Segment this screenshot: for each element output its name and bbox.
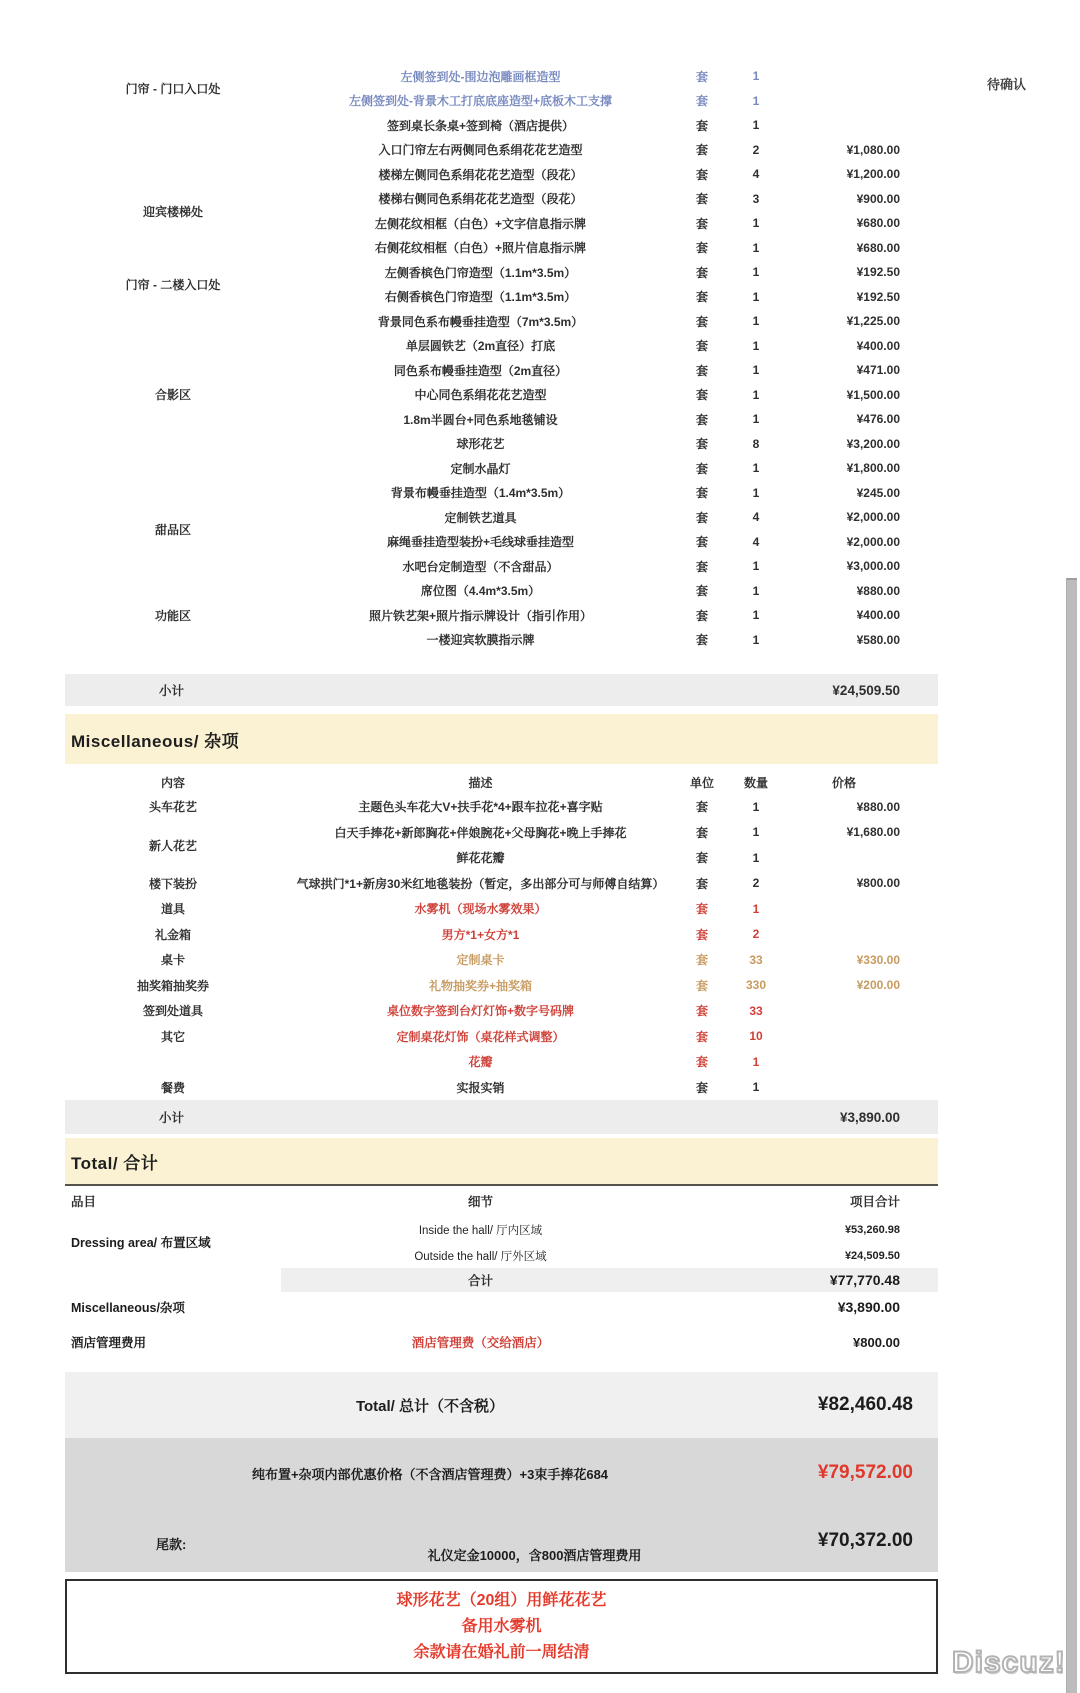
table-row [65,1049,938,1075]
item-unit: 套 [695,69,708,84]
item-qty: 1 [752,608,760,623]
header-detail: 细节 [467,1195,493,1209]
zone-label: 签到处道具 [142,1004,203,1019]
outside-hall-value: ¥24,509.50 [844,1249,900,1262]
item-description: 定制桌花灯饰（桌花样式调整） [396,1029,565,1044]
item-unit: 套 [695,216,708,231]
item-qty: 1 [752,338,760,353]
item-description: 照片铁艺架+照片指示牌设计（指引作用） [368,608,592,623]
item-price: ¥680.00 [856,216,900,231]
sum-value: ¥77,770.48 [829,1272,900,1288]
item-qty: 1 [752,485,760,500]
total-section-title: Total/ 合计 [71,1153,159,1173]
zone-label: 门帘 - 门口入口处 [125,82,221,96]
item-unit: 套 [695,241,708,256]
item-unit: 套 [695,608,708,623]
item-unit: 套 [695,339,708,354]
item-unit: 套 [695,412,708,427]
item-unit: 套 [695,825,708,840]
hotel-fee-value: ¥800.00 [853,1334,900,1350]
item-qty: 33 [749,1003,763,1018]
item-qty: 1 [752,799,760,814]
item-unit: 套 [695,978,708,993]
item-qty: 4 [752,510,760,525]
hotel-fee-label: 酒店管理费用 [71,1336,147,1350]
item-description: 入口门帘左右两侧同色系绢花花艺造型 [378,143,583,158]
item-qty: 1 [752,265,760,280]
item-description: 主题色头车花大V+扶手花*4+跟车拉花+喜字贴 [358,800,603,815]
zone-label: 新人花艺 [148,838,197,853]
item-description: 气球拱门*1+新房30米红地毯装扮（暂定，多出部分可与师傅自结算） [296,876,665,891]
zone-label: 头车花艺 [148,800,197,815]
item-price: ¥1,225.00 [846,314,900,329]
item-description: 楼梯右侧同色系绢花花艺造型（段花） [378,192,583,207]
dressing-area-group [65,1216,938,1268]
item-price: ¥800.00 [856,876,900,891]
item-description: 礼物抽奖券+抽奖箱 [428,978,532,993]
item-unit: 套 [695,486,708,501]
item-price: ¥1,200.00 [846,167,900,182]
item-description: 桌位数字签到台灯灯饰+数字号码牌 [386,1004,574,1019]
item-qty: 2 [752,876,760,891]
subtotal-label: 小计 [159,684,185,698]
zone-label: 抽奖箱抽奖券 [136,978,209,993]
item-unit: 套 [695,143,708,158]
item-unit: 套 [695,167,708,182]
item-price: ¥200.00 [856,978,900,993]
item-unit: 套 [695,1029,708,1044]
misc-total-row [65,1292,938,1322]
dressing-area-label: Dressing area/ 布置区域 [71,1236,211,1250]
item-price: ¥245.00 [856,485,900,500]
sheet-content [65,0,938,1674]
item-price: ¥1,500.00 [846,387,900,402]
item-price: ¥400.00 [856,608,900,623]
misc-table-header-row [65,770,938,794]
note-line: 备用水雾机 [461,1617,542,1635]
item-unit: 套 [695,118,708,133]
item-description: 席位图（4.4m*3.5m） [420,584,541,599]
item-price: ¥400.00 [856,338,900,353]
item-qty: 10 [749,1029,763,1044]
item-description: 定制水晶灯 [450,461,511,476]
item-price: ¥330.00 [856,952,900,967]
item-description: 单层圆铁艺（2m直径）打底 [405,339,556,354]
item-description: 定制铁艺道具 [444,510,517,525]
note-line: 余款请在婚礼前一周结清 [413,1643,590,1661]
header-desc: 描述 [468,775,493,790]
item-price: ¥580.00 [856,632,900,647]
final-payment-detail: 礼仪定金10000，含800酒店管理费用 [427,1548,642,1563]
table-row [65,113,938,138]
zone-label: 功能区 [154,608,191,623]
item-qty: 1 [752,240,760,255]
item-description: 左侧签到处-背景木工打底底座造型+底板木工支撑 [348,94,612,109]
grand-total-row [65,1372,938,1438]
item-unit: 套 [695,94,708,109]
item-description: 左侧花纹相框（白色）+文字信息指示牌 [374,216,586,231]
item-unit: 套 [695,800,708,815]
final-payment-value: ¥70,372.00 [817,1530,913,1551]
item-description: 右侧花纹相框（白色）+照片信息指示牌 [374,241,586,256]
subtotal-value: ¥3,890.00 [839,1109,900,1125]
item-unit: 套 [695,1080,708,1095]
item-price: ¥2,000.00 [846,534,900,549]
item-qty: 1 [752,216,760,231]
item-qty: 4 [752,534,760,549]
item-qty: 330 [745,978,767,993]
item-qty: 1 [752,93,760,108]
item-unit: 套 [695,1004,708,1019]
zone-label: 合影区 [154,388,191,403]
dressing-sum-row [281,1268,938,1292]
item-qty: 1 [752,559,760,574]
misc-table [65,794,938,1100]
item-qty: 1 [752,850,760,865]
item-unit: 套 [695,437,708,452]
outside-hall-label: Outside the hall/ 厅外区域 [414,1250,547,1263]
item-description: 麻绳垂挂造型装扮+毛线球垂挂造型 [386,535,574,550]
item-unit: 套 [695,388,708,403]
item-description: 背景布幔垂挂造型（1.4m*3.5m） [390,486,571,501]
scrollbar-thumb[interactable] [1066,578,1077,1693]
item-qty: 1 [752,632,760,647]
item-description: 花瓣 [468,1055,493,1070]
item-description: 背景同色系布幔垂挂造型（7m*3.5m） [377,314,584,329]
misc-total-label: Miscellaneous/杂项 [71,1301,185,1315]
item-price: ¥1,680.00 [846,825,900,840]
item-qty: 1 [752,69,760,84]
item-qty: 1 [752,289,760,304]
venue-decor-table [65,64,938,652]
item-qty: 1 [752,412,760,427]
inside-hall-label: Inside the hall/ 厅内区域 [418,1224,543,1237]
item-description: 中心同色系绢花花艺造型 [414,388,547,403]
item-unit: 套 [695,535,708,550]
item-unit: 套 [695,927,708,942]
misc-section-header [65,714,938,764]
header-project-total: 项目合计 [849,1195,900,1209]
zone-label: 其它 [160,1029,185,1044]
item-qty: 1 [752,118,760,133]
header-unit: 单位 [689,775,714,790]
hotel-fee-detail: 酒店管理费（交给酒店） [411,1336,550,1350]
note-line: 球形花艺（20组）用鲜花花艺 [396,1591,607,1609]
table-row [65,309,938,334]
item-description: 鲜花花瓣 [456,851,505,866]
item-price: ¥476.00 [856,412,900,427]
item-price: ¥192.50 [856,289,900,304]
notes-box [65,1579,938,1674]
item-description: 同色系布幔垂挂造型（2m直径） [393,363,568,378]
misc-subtotal-row [65,1100,938,1134]
hotel-fee-row [65,1322,938,1362]
item-unit: 套 [695,363,708,378]
item-unit: 套 [695,1055,708,1070]
item-qty: 1 [752,901,760,916]
item-qty: 1 [752,461,760,476]
item-description: 白天手捧花+新郎胸花+伴娘腕花+父母胸花+晚上手捧花 [334,825,627,840]
discount-final-block [65,1438,938,1572]
item-unit: 套 [695,265,708,280]
item-unit: 套 [695,851,708,866]
header-qty: 数量 [743,775,768,790]
item-unit: 套 [695,902,708,917]
item-unit: 套 [695,953,708,968]
item-description: 水雾机（现场水雾效果） [414,902,547,917]
item-qty: 1 [752,363,760,378]
item-price: ¥2,000.00 [846,510,900,525]
item-unit: 套 [695,559,708,574]
misc-section-title: Miscellaneous/ 杂项 [71,731,240,751]
item-price: ¥1,080.00 [846,142,900,157]
item-unit: 套 [695,314,708,329]
discount-value: ¥79,572.00 [817,1462,913,1483]
total-table-header-row [65,1186,938,1216]
item-qty: 3 [752,191,760,206]
grand-total-value: ¥82,460.48 [817,1394,913,1415]
item-description: 左侧签到处-围边泡雕画框造型 [400,69,561,84]
item-unit: 套 [695,461,708,476]
venue-subtotal-row [65,674,938,706]
discount-label: 纯布置+杂项内部优惠价格（不含酒店管理费）+3束手捧花684 [251,1467,609,1482]
item-description: 水吧台定制造型（不含甜品） [402,559,559,574]
item-qty: 1 [752,314,760,329]
item-qty: 2 [752,927,760,942]
item-qty: 1 [752,825,760,840]
discuz-watermark: Discuz! [952,1646,1066,1679]
zone-label: 楼下装扮 [148,876,197,891]
item-unit: 套 [695,876,708,891]
item-price: ¥880.00 [856,799,900,814]
final-payment-label: 尾款: [156,1537,187,1552]
item-description: 实报实销 [456,1080,505,1095]
table-row [65,579,938,604]
item-price: ¥680.00 [856,240,900,255]
grand-total-label: Total/ 总计（不含税） [355,1397,505,1415]
item-description: 一楼迎宾软膜指示牌 [426,633,535,648]
item-unit: 套 [695,192,708,207]
inside-hall-value: ¥53,260.98 [844,1223,900,1236]
item-qty: 33 [749,952,763,967]
item-qty: 2 [752,142,760,157]
item-unit: 套 [695,584,708,599]
item-price: ¥3,000.00 [846,559,900,574]
table-row [65,456,938,481]
item-price: ¥1,800.00 [846,461,900,476]
item-unit: 套 [695,633,708,648]
subtotal-value: ¥24,509.50 [832,682,900,698]
zone-label: 礼金箱 [154,927,191,942]
misc-total-value: ¥3,890.00 [837,1299,900,1315]
item-description: 定制桌卡 [456,953,505,968]
item-price: ¥3,200.00 [846,436,900,451]
item-price: ¥880.00 [856,583,900,598]
table-row [65,138,938,163]
item-price: ¥192.50 [856,265,900,280]
item-description: 楼梯左侧同色系绢花花艺造型（段花） [378,167,583,182]
item-qty: 1 [752,1054,760,1069]
item-description: 男方*1+女方*1 [441,927,520,942]
zone-label: 门帘 - 二楼入口处 [125,278,221,292]
pending-status-label: 待确认 [987,77,1027,92]
item-qty: 1 [752,387,760,402]
item-qty: 1 [752,583,760,598]
item-qty: 1 [752,1080,760,1095]
item-description: 1.8m半圆台+同色系地毯铺设 [403,412,558,427]
zone-label: 甜品区 [154,523,191,537]
item-qty: 4 [752,167,760,182]
item-price: ¥471.00 [856,363,900,378]
zone-label: 道具 [160,902,185,917]
item-qty: 8 [752,436,760,451]
table-row [65,481,938,506]
table-row [65,628,938,653]
zone-label: 迎宾楼梯处 [142,204,203,219]
sum-label: 合计 [467,1274,493,1288]
table-row [65,554,938,579]
header-item: 品目 [71,1195,97,1209]
item-price: ¥900.00 [856,191,900,206]
item-unit: 套 [695,510,708,525]
total-section-header [65,1138,938,1186]
item-description: 左侧香槟色门帘造型（1.1m*3.5m） [384,265,577,280]
header-content: 内容 [160,775,185,790]
zone-label: 桌卡 [160,953,185,968]
item-description: 签到桌长条桌+签到椅（酒店提供） [386,118,574,133]
subtotal-label: 小计 [159,1111,185,1125]
header-price: 价格 [831,775,856,790]
zone-label: 餐费 [160,1080,185,1095]
item-description: 球形花艺 [456,437,505,452]
item-description: 右侧香槟色门帘造型（1.1m*3.5m） [384,290,577,305]
item-unit: 套 [695,290,708,305]
